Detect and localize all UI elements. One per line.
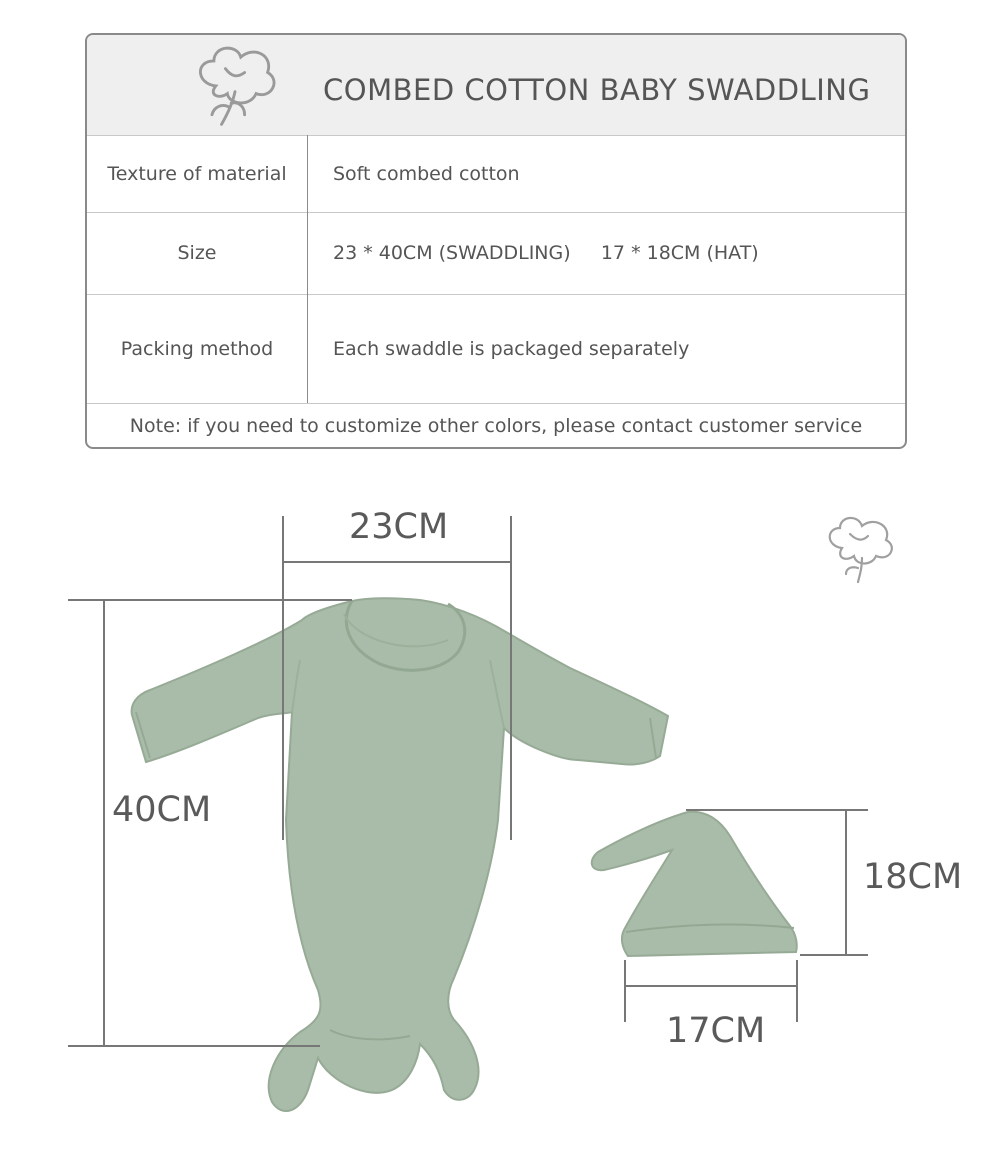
swaddle-gown: [132, 598, 668, 1111]
table-row: [87, 212, 905, 295]
row-label: Texture of material: [107, 162, 287, 185]
row-value: 23 * 40CM (SWADDLING) 17 * 18CM (HAT): [333, 242, 759, 264]
baby-hat: [592, 812, 797, 956]
cotton-flower-icon: [187, 39, 283, 129]
swaddle-width-label: 23CM: [349, 507, 449, 547]
hat-width-label: 17CM: [666, 1011, 766, 1051]
table-row: [87, 135, 905, 213]
table-title: COMBED COTTON BABY SWADDLING: [323, 73, 871, 107]
row-label: Size: [177, 242, 217, 264]
row-value: Soft combed cotton: [333, 162, 520, 185]
row-value: Each swaddle is packaged separately: [333, 337, 690, 360]
swaddle-length-label: 40CM: [112, 790, 212, 830]
spec-header: [87, 35, 905, 136]
note-text: Note: if you need to customize other colors, please contact customer service: [129, 415, 863, 437]
cotton-flower-icon: [830, 518, 892, 582]
row-label: Packing method: [120, 337, 274, 360]
column-divider: [307, 135, 308, 403]
hat-height-label: 18CM: [863, 857, 963, 897]
spec-table: [85, 33, 907, 449]
table-row: [87, 294, 905, 404]
